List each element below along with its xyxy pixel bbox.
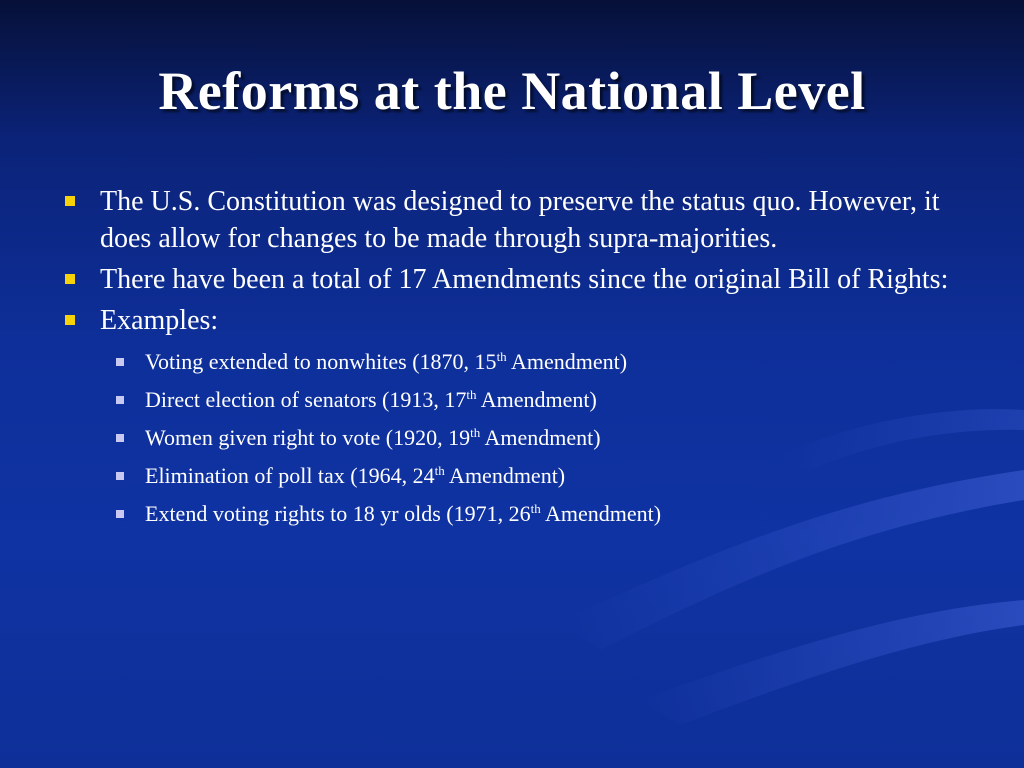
sub-bullet-text: Women given right to vote (1920, 19	[145, 425, 471, 450]
sub-bullet-text-end: Amendment)	[476, 387, 597, 412]
slide-title: Reforms at the National Level	[158, 61, 866, 121]
bullet-text: Examples:	[100, 305, 219, 336]
yellow-square-bullet-icon	[65, 315, 75, 325]
sub-bullet-text-end: Amendment)	[506, 349, 628, 374]
lavender-square-bullet-icon	[116, 510, 124, 518]
sub-bullet-item	[60, 457, 960, 495]
bullet-item-amendments	[60, 261, 960, 298]
ordinal-suffix: th	[530, 501, 541, 516]
sub-bullet-text: Voting extended to nonwhites (1870, 15	[145, 349, 497, 374]
sub-bullet-text-end: Amendment)	[444, 463, 566, 488]
bullet-item-constitution	[60, 183, 960, 257]
sub-bullet-item	[60, 419, 960, 457]
sub-bullet-text-end: Amendment)	[480, 425, 601, 450]
sub-bullet-text-end: Amendment)	[540, 501, 662, 526]
sub-bullet-item	[60, 343, 960, 381]
yellow-square-bullet-icon	[65, 274, 75, 284]
bullet-text: The U.S. Constitution was designed to preserve the status quo. However, it does allow for changes to be made through supra-majorities.	[100, 186, 940, 254]
sub-bullet-item	[60, 495, 960, 533]
yellow-square-bullet-icon	[65, 196, 75, 206]
sub-bullet-text: Elimination of poll tax (1964, 24	[145, 463, 435, 488]
lavender-square-bullet-icon	[116, 472, 124, 480]
ordinal-suffix: th	[470, 425, 481, 440]
bullet-item-examples	[60, 302, 960, 339]
sub-bullet-text: Direct election of senators (1913, 17	[145, 387, 467, 412]
lavender-square-bullet-icon	[116, 358, 124, 366]
ordinal-suffix: th	[496, 349, 507, 364]
bullet-list	[60, 183, 960, 533]
ordinal-suffix: th	[434, 463, 445, 478]
bullet-text: There have been a total of 17 Amendments since the original Bill of Rights:	[100, 264, 949, 295]
sub-bullet-item	[60, 381, 960, 419]
sub-bullet-text: Extend voting rights to 18 yr olds (1971, 26	[145, 501, 531, 526]
ordinal-suffix: th	[466, 387, 477, 402]
lavender-square-bullet-icon	[116, 434, 124, 442]
lavender-square-bullet-icon	[116, 396, 124, 404]
